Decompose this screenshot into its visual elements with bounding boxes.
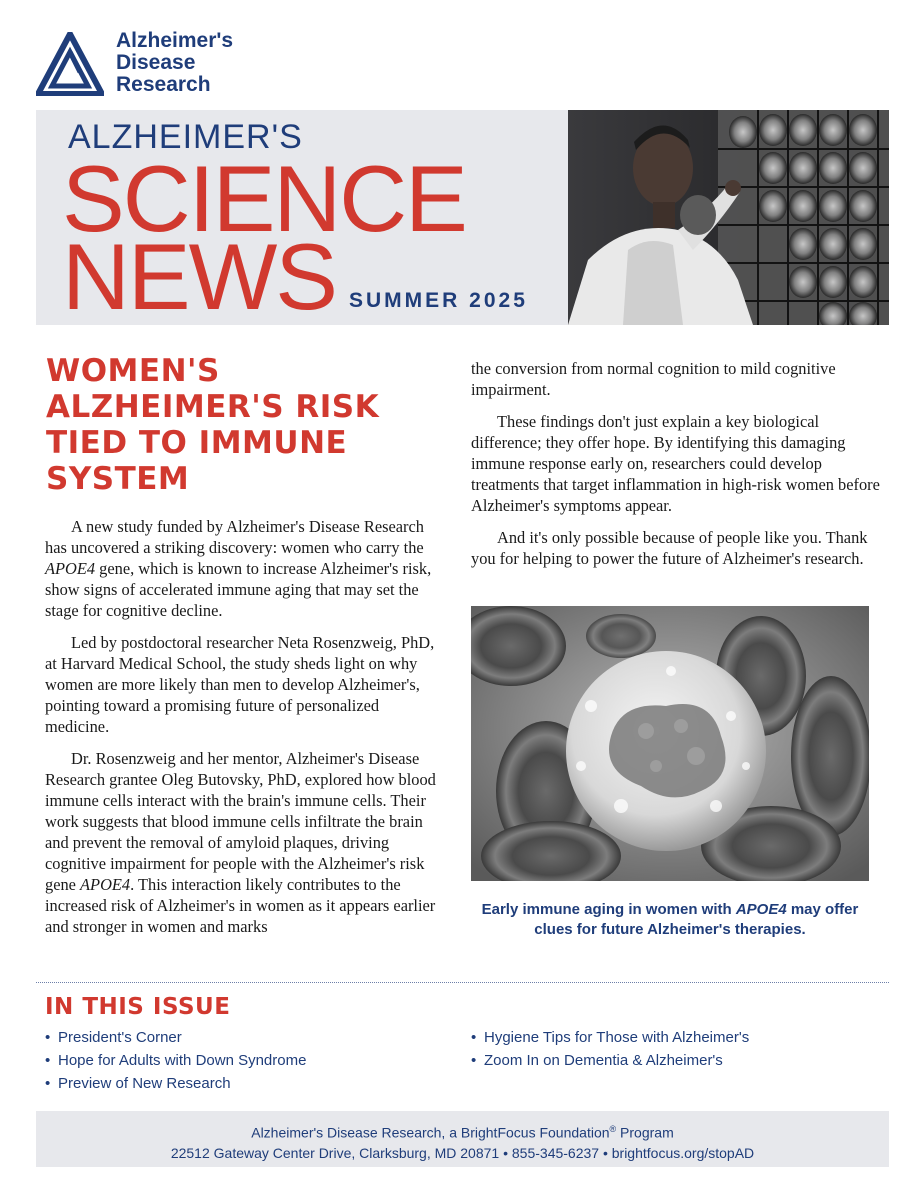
- issue-item-label: Hope for Adults with Down Syndrome: [58, 1052, 307, 1069]
- paragraph-text: gene, which is known to increase Alzheimer's risk, show signs of accelerated immune aging that may set the stage for cognitive decline.: [45, 559, 432, 620]
- issue-season: SUMMER 2025: [349, 289, 528, 312]
- caption-text: Early immune aging in women with: [481, 901, 736, 918]
- caption-text: may offer clues for future Alzheimer's therapies.: [534, 901, 859, 938]
- masthead-title-line-2: NEWS: [62, 224, 336, 325]
- bullet-icon: •: [45, 1029, 51, 1046]
- paragraph-text: Dr. Rosenzweig and her mentor, Alzheimer's Disease Research grantee Oleg Butovsky, PhD, explored how blood immune cells interact with the brain's immune cells. Their work suggests that blood immune cells infiltrate the brain and prevent the removal of amyloid plaques, driving cognitive impairment for people with the Alzheimer's risk gene: [45, 749, 436, 894]
- article-paragraph: [45, 516, 440, 621]
- in-this-issue-heading: IN THIS ISSUE: [45, 994, 231, 1020]
- issue-item: [471, 1026, 749, 1049]
- article-column-right: [471, 358, 881, 580]
- issue-item: [45, 1026, 306, 1049]
- footer-program-text: Program: [616, 1124, 674, 1141]
- organization-logo: [36, 30, 276, 100]
- bullet-icon: •: [45, 1075, 51, 1092]
- footer-org-text: Alzheimer's Disease Research, a BrightFocus Foundation: [251, 1124, 610, 1141]
- footer-line-2: 22512 Gateway Center Drive, Clarksburg, MD 20871 • 855-345-6237 • brightfocus.org/stopAD: [170, 1144, 755, 1161]
- bullet-icon: •: [45, 1052, 51, 1069]
- paragraph-text: A new study funded by Alzheimer's Disease Research has uncovered a striking discovery: women who carry the: [45, 517, 424, 557]
- bullet-icon: •: [471, 1029, 477, 1046]
- gene-name: APOE4: [735, 901, 787, 918]
- gene-name: APOE4: [80, 875, 131, 894]
- article-headline: WOMEN'S ALZHEIMER'S RISK TIED TO IMMUNE SYSTEM: [46, 353, 380, 497]
- masthead-banner: [36, 110, 889, 325]
- article-column-left: [45, 516, 440, 948]
- image-caption: [471, 900, 869, 940]
- issue-item-label: Preview of New Research: [58, 1075, 231, 1092]
- gene-name: APOE4: [45, 559, 96, 578]
- issue-item: [471, 1049, 749, 1072]
- issue-item: [45, 1072, 306, 1095]
- logo-line-2: Disease: [116, 51, 196, 74]
- issue-list-left: [45, 1026, 306, 1095]
- footer-address-bar: [36, 1111, 889, 1167]
- triangle-logo-icon: [36, 32, 104, 96]
- footer-line-1: [36, 1119, 889, 1143]
- registered-mark: ®: [609, 1124, 617, 1134]
- issue-item-label: Zoom In on Dementia & Alzheimer's: [484, 1052, 723, 1069]
- issue-item: [45, 1049, 306, 1072]
- article-paragraph: Led by postdoctoral researcher Neta Rosenzweig, PhD, at Harvard Medical School, the study sheds light on why women are more likely than men to develop Alzheimer's, pointing toward a promising future of personalized medicine.: [45, 633, 435, 736]
- bullet-icon: •: [471, 1052, 477, 1069]
- article-paragraph: And it's only possible because of people like you. Thank you for helping to power the future of Alzheimer's research.: [471, 528, 868, 568]
- paragraph-text: . This interaction likely contributes to the increased risk of Alzheimer's in women as it appears earlier and stronger in women and marks: [45, 875, 436, 936]
- issue-item-label: President's Corner: [58, 1029, 182, 1046]
- issue-list-right: [471, 1026, 749, 1072]
- masthead-title-line-1: SCIENCE: [62, 146, 466, 251]
- issue-item-label: Hygiene Tips for Those with Alzheimer's: [484, 1029, 750, 1046]
- masthead-kicker: ALZHEIMER'S: [68, 118, 303, 156]
- article-paragraph: [45, 748, 440, 937]
- article-paragraph: the conversion from normal cognition to mild cognitive impairment.: [471, 359, 836, 399]
- section-divider: [36, 982, 889, 983]
- logo-wordmark: [116, 30, 233, 96]
- logo-line-1: Alzheimer's: [116, 29, 234, 52]
- immune-cell-illustration: [471, 606, 869, 881]
- article-paragraph: These findings don't just explain a key biological difference; they offer hope. By identifying this damaging immune response early on, researchers could develop treatments that target inflammation in high-risk women before Alzheimer's symptoms appear.: [471, 412, 880, 515]
- researcher-photo: [568, 110, 889, 325]
- logo-line-3: Research: [116, 73, 211, 96]
